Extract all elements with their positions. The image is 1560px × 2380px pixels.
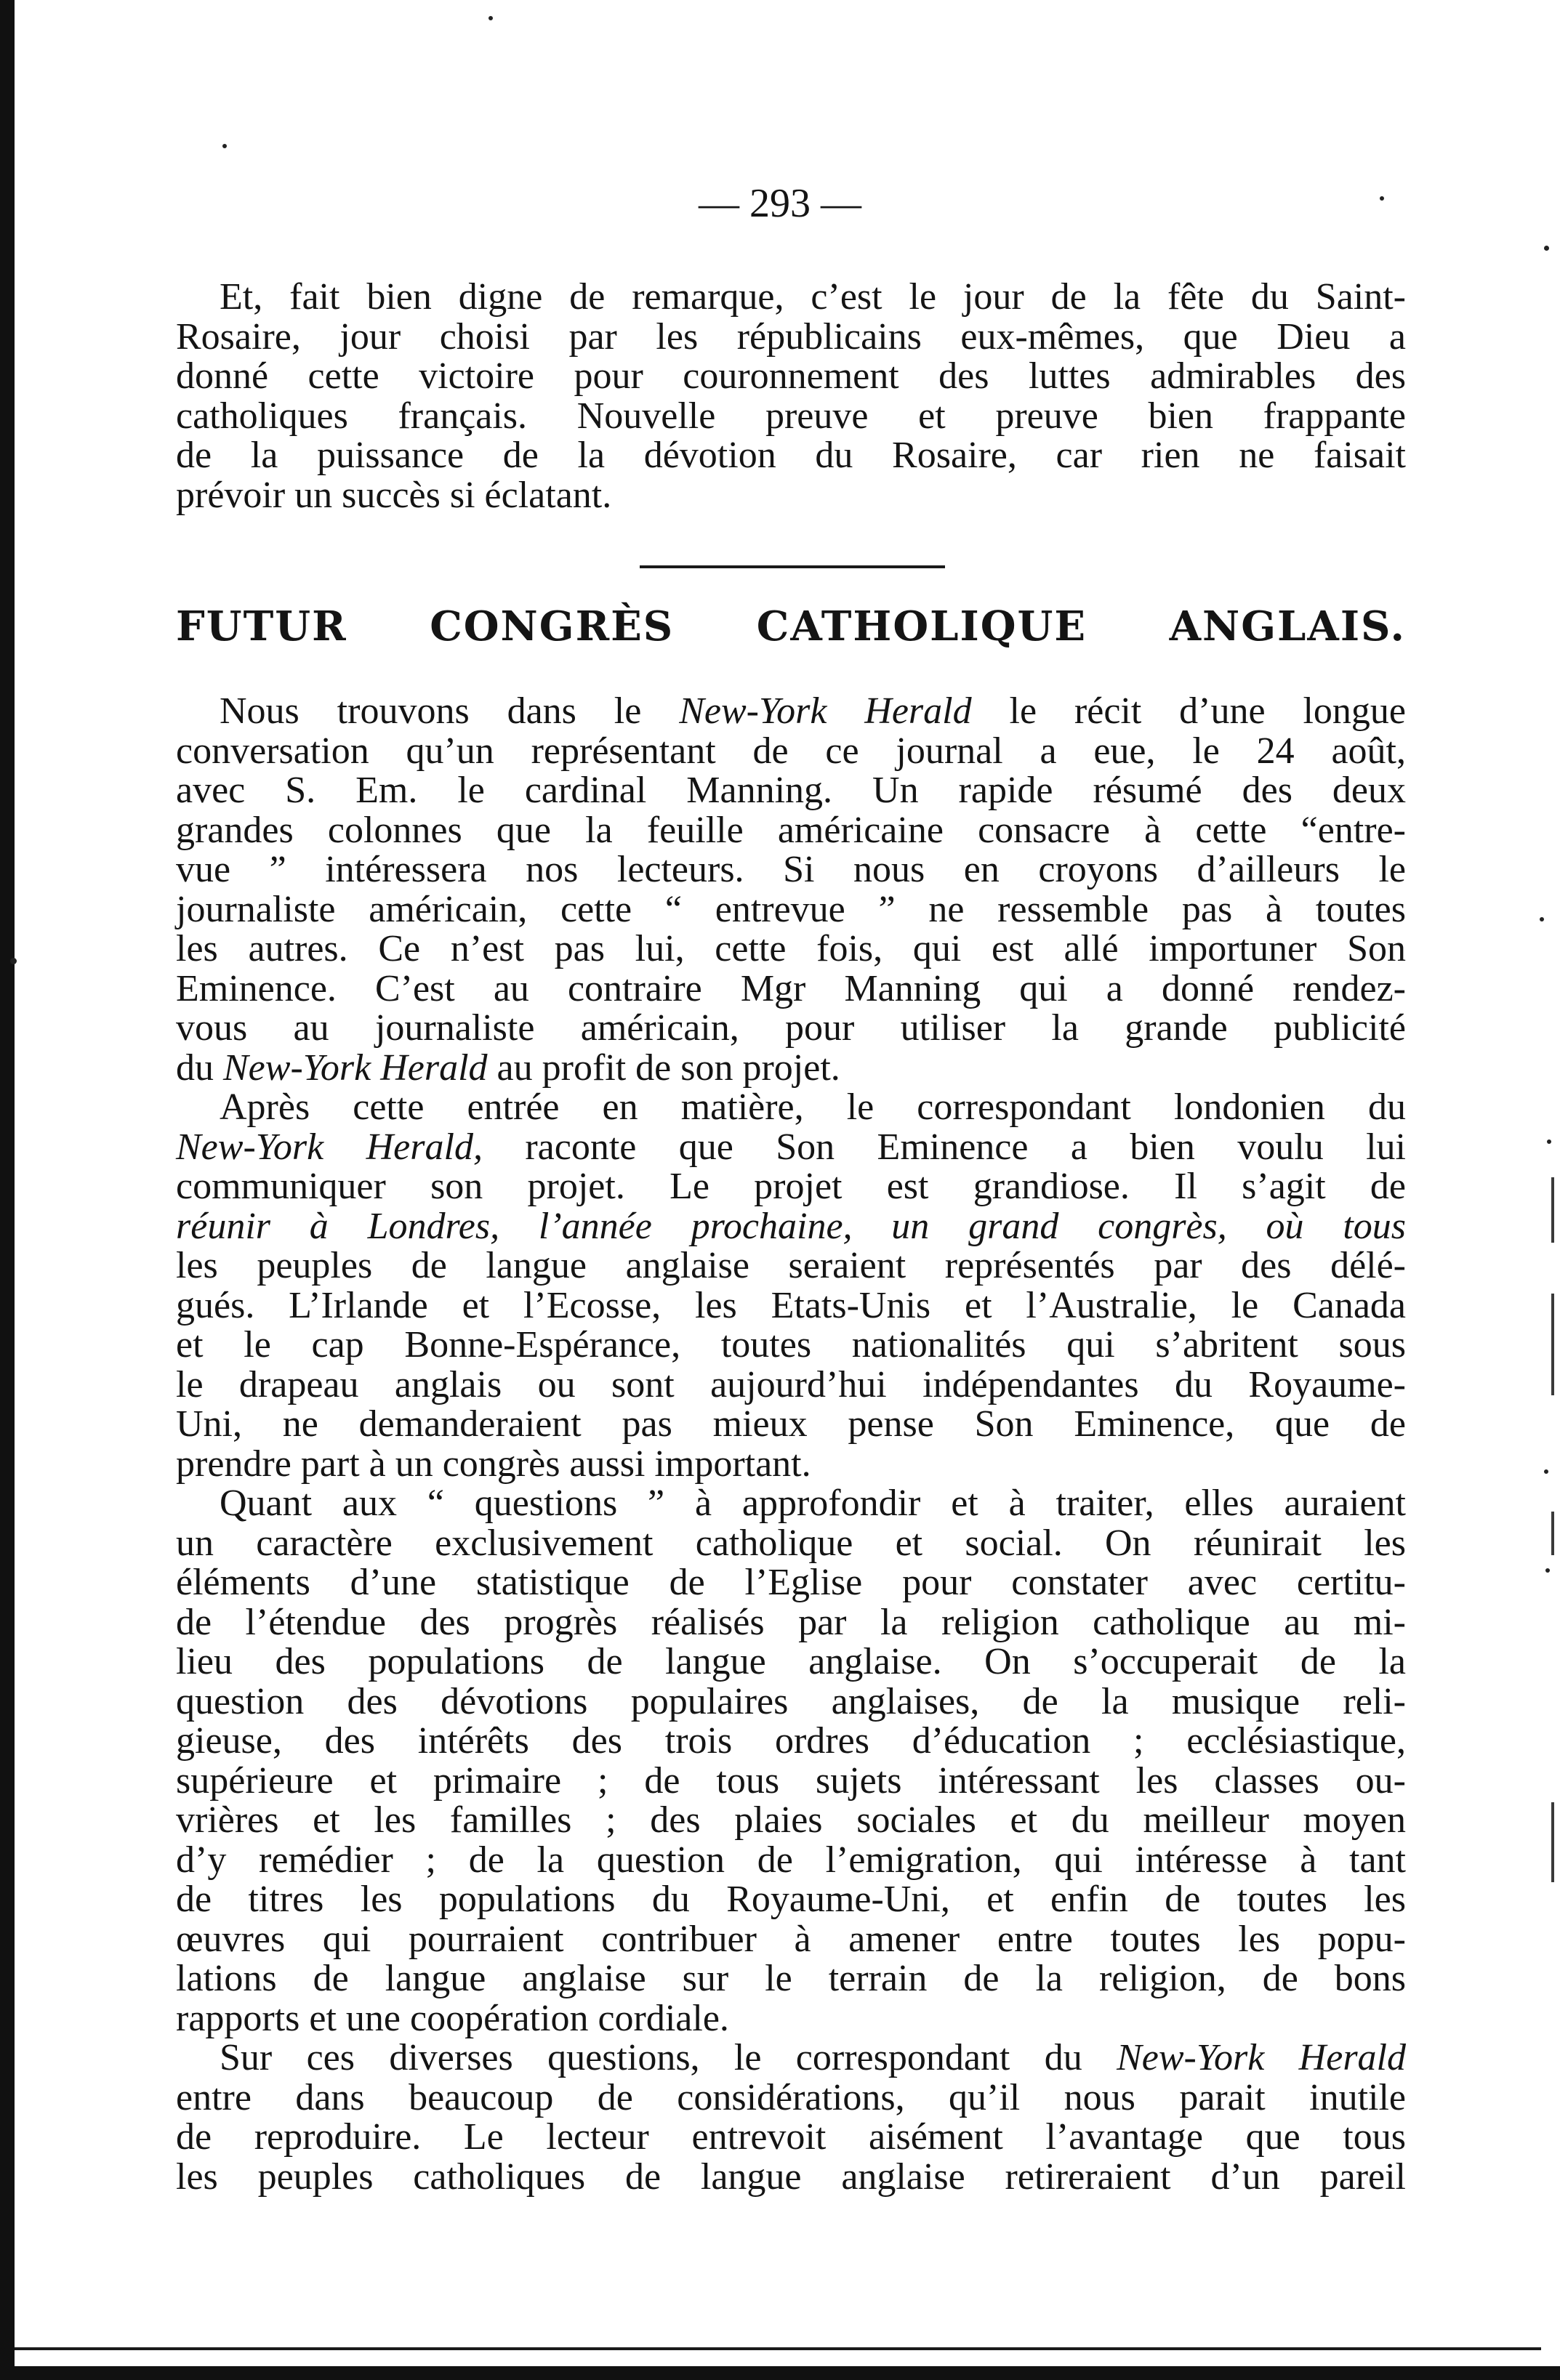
scan-speck	[222, 144, 227, 148]
text-line: Uni, ne demanderaient pas mieux pense Son Eminence, que de	[176, 1403, 1406, 1445]
text-line: rapports et une coopération cordiale.	[176, 1997, 729, 2039]
text-line: lations de langue anglaise sur le terrain de la religion, de bons	[176, 1958, 1406, 1999]
scan-speck	[488, 16, 493, 20]
text-line: catholiques français. Nouvelle preuve et preuve bien frappante	[176, 395, 1406, 437]
scan-speck	[1547, 1139, 1551, 1144]
text-line: vrières et les familles ; des plaies sociales et du meilleur moyen	[176, 1799, 1406, 1841]
scan-speck	[1544, 1469, 1548, 1474]
text-line: de la puissance de la dévotion du Rosaire, car rien ne faisait	[176, 435, 1406, 476]
scan-speck	[1540, 917, 1544, 921]
text-line: Sur ces diverses questions, le correspondant du New-York Herald	[220, 2037, 1406, 2078]
text-line: Eminence. C’est au contraire Mgr Manning qui a donné rendez-	[176, 967, 1406, 1009]
text-line: du New-York Herald au profit de son projet.	[176, 1046, 840, 1089]
text-line: de reproduire. Le lecteur entrevoit aisément l’avantage que tous	[176, 2116, 1406, 2158]
scan-speck	[1544, 246, 1549, 251]
text-line: donné cette victoire pour couronnement des luttes admirables des	[176, 355, 1406, 397]
bottom-rule	[15, 2347, 1541, 2350]
intro-paragraph	[176, 278, 1406, 515]
text-line: gués. L’Irlande et l’Ecosse, les Etats-Unis et l’Australie, le Canada	[176, 1284, 1406, 1326]
text-line: avec S. Em. le cardinal Manning. Un rapide résumé des deux	[176, 770, 1406, 811]
text-line: Quant aux “ questions ” à approfondir et à traiter, elles auraient	[220, 1483, 1406, 1524]
scan-edge-mark	[1551, 1294, 1554, 1395]
text-line: œuvres qui pourraient contribuer à amener entre toutes les popu-	[176, 1918, 1406, 1960]
newspaper-name: New-York Herald	[679, 690, 972, 732]
scan-edge-mark	[1551, 1177, 1554, 1243]
newspaper-name: New-York Herald,	[176, 1126, 483, 1168]
text-line: les autres. Ce n’est pas lui, cette fois, qui est allé importuner Son	[176, 928, 1406, 969]
text-line: Rosaire, jour choisi par les républicains eux-mêmes, que Dieu a	[176, 315, 1406, 358]
text-line: Nous trouvons dans le New-York Herald le récit d’une longue	[220, 690, 1406, 732]
text-line: le drapeau anglais ou sont aujourd’hui indépendantes du Royaume-	[176, 1363, 1406, 1405]
newspaper-name: New-York Herald	[223, 1046, 488, 1089]
text-line: Après cette entrée en matière, le correspondant londonien du	[220, 1086, 1406, 1128]
text-line: supérieure et primaire ; de tous sujets intéressant les classes ou-	[176, 1759, 1406, 1802]
scan-speck	[10, 958, 17, 964]
text-line: de titres les populations du Royaume-Uni, et enfin de toutes les	[176, 1879, 1406, 1920]
section-title: FUTUR CONGRÈS CATHOLIQUE ANGLAIS.	[176, 602, 1406, 650]
scan-edge-bottom	[0, 2366, 1560, 2380]
scan-speck	[1545, 1568, 1550, 1573]
text-line: lieu des populations de langue anglaise. On s’occuperait de la	[176, 1641, 1406, 1682]
scan-edge-mark	[1551, 1512, 1554, 1555]
text-line: gieuse, des intérêts des trois ordres d’éducation ; ecclésiastique,	[176, 1720, 1406, 1762]
section-divider	[640, 565, 945, 568]
newspaper-name: New-York Herald	[1117, 2037, 1406, 2078]
text-line: prévoir un succès si éclatant.	[176, 474, 612, 516]
scan-edge-left	[0, 0, 15, 2380]
text-line: vue ” intéressera nos lecteurs. Si nous en croyons d’ailleurs le	[176, 849, 1406, 890]
text-line: communiquer son projet. Le projet est grandiose. Il s’agit de	[176, 1166, 1406, 1207]
text-line: prendre part à un congrès aussi important.	[176, 1443, 811, 1485]
text-line: vous au journaliste américain, pour utiliser la grande publicité	[176, 1007, 1406, 1049]
page-number: — 293 —	[699, 181, 861, 226]
text-line: New-York Herald, raconte que Son Eminence a bien voulu lui	[176, 1126, 1406, 1168]
text-line: les peuples de langue anglaise seraient représentés par des délé-	[176, 1245, 1406, 1286]
text-line: de l’étendue des progrès réalisés par la religion catholique au mi-	[176, 1601, 1406, 1643]
text-line: journaliste américain, cette “ entrevue ” ne ressemble pas à toutes	[176, 888, 1406, 930]
text-line: Et, fait bien digne de remarque, c’est le jour de la fête du Saint-	[220, 276, 1406, 318]
article-body	[176, 692, 1406, 2197]
text-line: grandes colonnes que la feuille américaine consacre à cette “entre-	[176, 809, 1406, 851]
text-line: un caractère exclusivement catholique et social. On réunirait les	[176, 1522, 1406, 1564]
text-line: réunir à Londres, l’année prochaine, un grand congrès, où tous	[176, 1205, 1406, 1247]
text-line: question des dévotions populaires anglaises, de la musique reli-	[176, 1680, 1406, 1722]
text-line: conversation qu’un représentant de ce journal a eue, le 24 août,	[176, 730, 1406, 772]
text-line: d’y remédier ; de la question de l’emigration, qui intéresse à tant	[176, 1839, 1406, 1881]
scan-edge-mark	[1551, 1802, 1554, 1882]
text-line: et le cap Bonne-Espérance, toutes nationalités qui s’abritent sous	[176, 1324, 1406, 1366]
text-line: éléments d’une statistique de l’Eglise pour constater avec certitu-	[176, 1562, 1406, 1603]
text-line: entre dans beaucoup de considérations, qu’il nous parait inutile	[176, 2076, 1406, 2118]
text-line: les peuples catholiques de langue anglaise retireraient d’un pareil	[176, 2155, 1406, 2198]
